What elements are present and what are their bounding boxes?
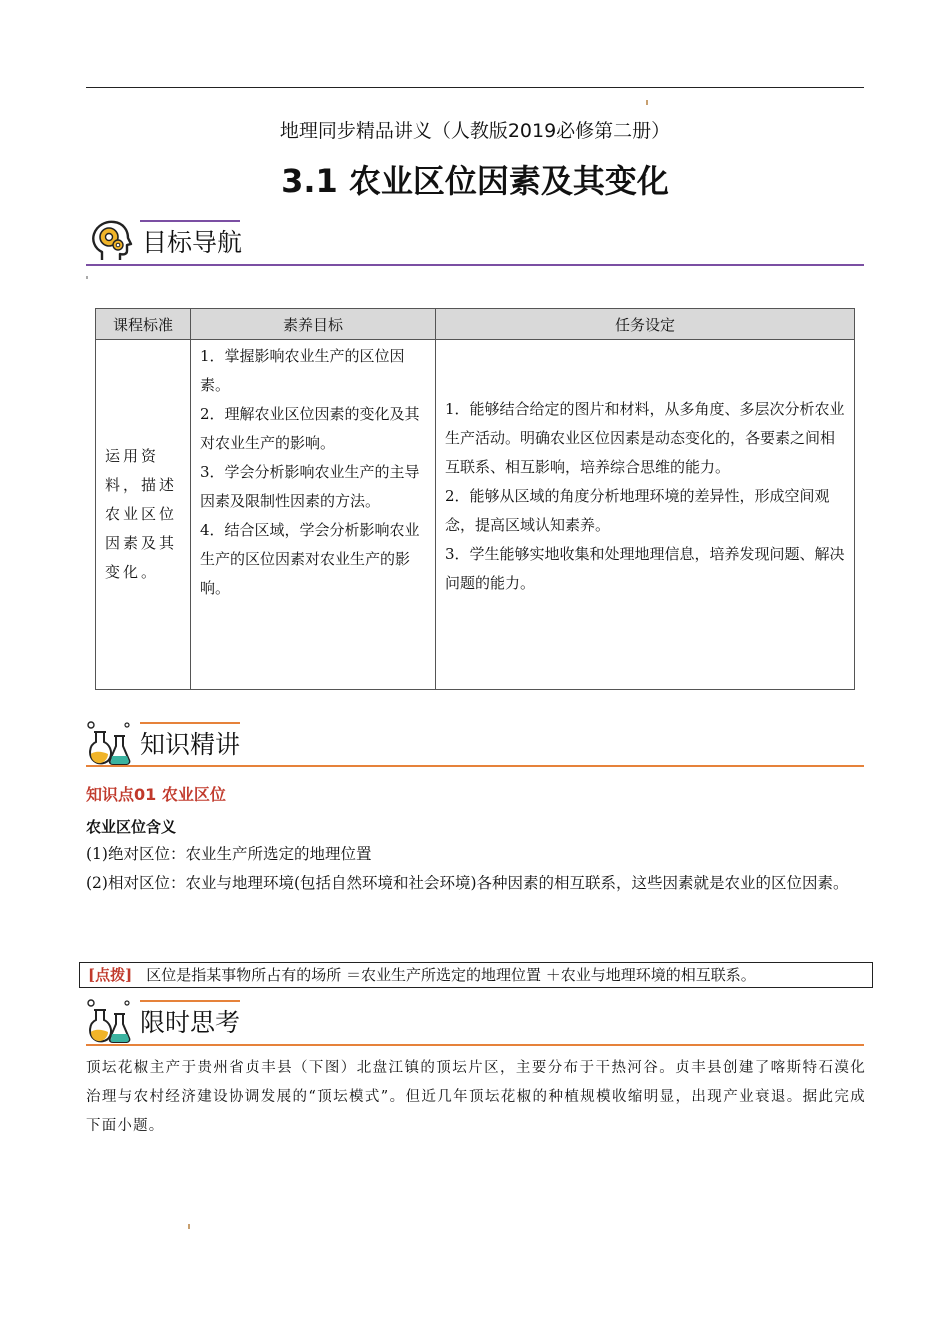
literacy-item: 4．结合区域，学会分析影响农业生产的区位因素对农业生产的影响。 — [200, 521, 420, 597]
page-subtitle: 地理同步精品讲义（人教版2019必修第二册） — [279, 120, 671, 142]
lab-flask-icon — [86, 720, 132, 766]
tasks-cell — [436, 340, 855, 690]
tip-box — [79, 962, 873, 988]
table-header-literacy: 素养目标 — [191, 309, 436, 340]
section-underline — [86, 264, 864, 266]
think-paragraph: 顶坛花椒主产于贵州省贞丰县（下图）北盘江镇的顶坛片区，主要分布于干热河谷。贞丰县创建了喀斯特石漠化治理与农村经济建设协调发展的“顶坛模式”。但近几年顶坛花椒的种植规模收缩明显，出现产业衰退。据此完成下面小题。 — [86, 1060, 866, 1134]
table-row — [96, 340, 855, 690]
knowledge-subheading: 农业区位含义 — [86, 818, 177, 836]
decorative-mark — [646, 100, 648, 105]
goals-table — [95, 308, 855, 690]
knowledge-item: (1)绝对区位：农业生产所选定的地理位置 — [86, 845, 372, 863]
decorative-mark — [188, 1224, 190, 1229]
tip-text: 区位是指某事物所占有的场所 ＝农业生产所选定的地理位置 ＋农业与地理环境的相互联系。 — [146, 966, 756, 984]
head-gears-icon — [88, 218, 134, 264]
section-header-knowledge — [86, 716, 866, 770]
literacy-item: 1．掌握影响农业生产的区位因素。 — [200, 347, 405, 394]
section-underline — [86, 765, 864, 767]
section-title-accent — [140, 1000, 240, 1002]
table-header-standard: 课程标准 — [96, 309, 191, 340]
section-header-think — [86, 994, 866, 1048]
knowledge-item: (2)相对区位：农业与地理环境(包括自然环境和社会环境)各种因素的相互联系，这些因素就是农业的区位因素。 — [86, 874, 849, 892]
task-item: 1．能够结合给定的图片和材料，从多角度、多层次分析农业生产活动。明确农业区位因素是动态变化的，各要素之间相互联系、相互影响，培养综合思维的能力。 — [445, 400, 845, 476]
literacy-cell — [191, 340, 436, 690]
knowledge-point-title: 知识点01 农业区位 — [86, 785, 226, 804]
section-title: 目标导航 — [142, 228, 243, 257]
section-underline — [86, 1044, 864, 1046]
section-header-goals — [86, 214, 866, 268]
section-title-accent — [140, 722, 240, 724]
decorative-mark — [86, 276, 88, 279]
tip-label: [点拨] — [88, 966, 133, 984]
page-title: 3.1 农业区位因素及其变化 — [281, 162, 669, 200]
literacy-item: 2．理解农业区位因素的变化及其对农业生产的影响。 — [200, 405, 420, 452]
literacy-item: 3．学会分析影响农业生产的主导因素及限制性因素的方法。 — [200, 463, 420, 510]
table-header-tasks: 任务设定 — [436, 309, 855, 340]
standard-cell: 运用资料，描述农业区位因素及其变化。 — [96, 340, 191, 690]
lab-flask-icon — [86, 998, 132, 1044]
section-title: 限时思考 — [140, 1008, 241, 1037]
knowledge-paragraph — [86, 840, 866, 898]
header-rule — [86, 87, 864, 88]
task-item: 2．能够从区域的角度分析地理环境的差异性，形成空间观念，提高区域认知素养。 — [445, 487, 830, 534]
section-title-accent — [140, 220, 240, 222]
section-title: 知识精讲 — [140, 730, 241, 759]
task-item: 3．学生能够实地收集和处理地理信息，培养发现问题、解决问题的能力。 — [445, 545, 845, 592]
